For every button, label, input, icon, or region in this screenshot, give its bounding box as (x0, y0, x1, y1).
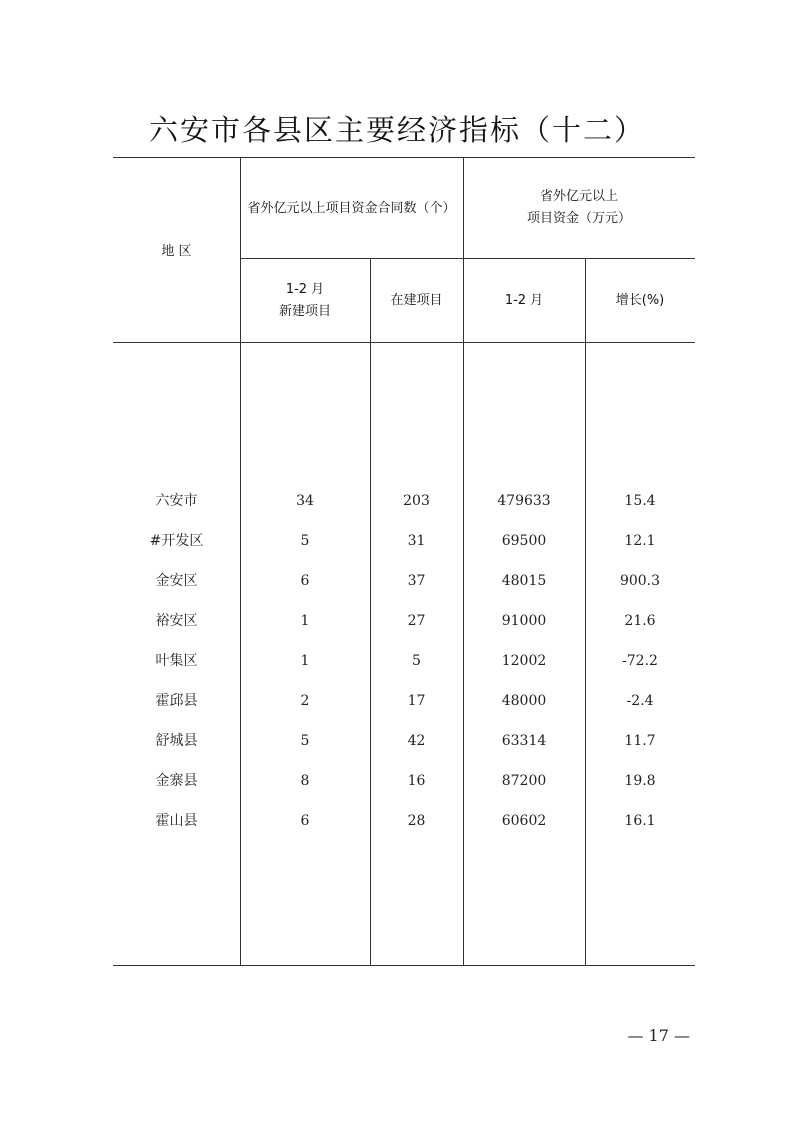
new-projects-value: 8 (300, 773, 310, 789)
column-divider (463, 157, 464, 966)
header-bottom-rule (113, 342, 695, 343)
ongoing-projects-value: 31 (407, 533, 426, 549)
funds-value: 12002 (501, 653, 547, 669)
new-projects-value: 5 (300, 733, 310, 749)
region-name: 裕安区 (155, 613, 198, 629)
funds-value: 91000 (501, 613, 547, 629)
growth-value: 11.7 (624, 733, 656, 749)
region-name: 六安市 (155, 493, 198, 509)
ongoing-projects-value: 28 (407, 813, 426, 829)
header-new-projects-line2: 新建项目 (278, 304, 331, 319)
region-name: 叶集区 (155, 653, 198, 669)
funds-value: 479633 (497, 493, 551, 509)
ongoing-projects-value: 42 (407, 733, 426, 749)
funds-value: 63314 (501, 733, 547, 749)
new-projects-value: 34 (296, 493, 314, 509)
header-funds-line1: 省外亿元以上 (539, 189, 618, 204)
region-name: 舒城县 (155, 733, 198, 749)
ongoing-projects-value: 37 (407, 573, 426, 589)
funds-value: 69500 (501, 533, 547, 549)
region-name: #开发区 (149, 533, 204, 549)
header-region: 地 区 (161, 244, 192, 259)
header-funds-group (463, 186, 695, 230)
growth-value: 21.6 (624, 613, 656, 629)
ongoing-projects-value: 5 (412, 653, 421, 669)
header-new-projects-line1: 1-2 月 (285, 282, 325, 297)
new-projects-value: 2 (300, 693, 310, 709)
funds-value: 48015 (501, 573, 547, 589)
header-funds-line2: 项目资金（万元） (526, 211, 631, 226)
ongoing-projects-value: 17 (407, 693, 426, 709)
growth-value: 15.4 (624, 493, 656, 509)
region-name: 金寨县 (155, 773, 198, 789)
page-number: — 17 — (627, 1026, 690, 1045)
funds-value: 87200 (501, 773, 547, 789)
funds-value: 48000 (501, 693, 547, 709)
new-projects-value: 5 (300, 533, 310, 549)
header-growth: 增长(%) (615, 293, 665, 308)
page-title: 六安市各县区主要经济指标（十二） (148, 113, 645, 147)
growth-value: 12.1 (624, 533, 656, 549)
growth-value: 16.1 (624, 813, 656, 829)
growth-value: -2.4 (626, 693, 654, 709)
ongoing-projects-value: 27 (407, 613, 426, 629)
header-new-projects (240, 279, 370, 323)
new-projects-value: 6 (300, 813, 310, 829)
header-mid-rule (240, 258, 695, 259)
ongoing-projects-value: 16 (407, 773, 426, 789)
growth-value: -72.2 (622, 653, 658, 669)
new-projects-value: 1 (300, 653, 310, 669)
region-name: 霍山县 (155, 813, 198, 829)
funds-value: 60602 (501, 813, 547, 829)
table-top-rule (113, 157, 695, 158)
growth-value: 19.8 (624, 773, 656, 789)
region-name: 霍邱县 (155, 693, 198, 709)
header-ongoing-projects: 在建项目 (390, 293, 443, 308)
new-projects-value: 1 (300, 613, 310, 629)
header-funds-period: 1-2 月 (504, 293, 544, 308)
region-name: 金安区 (155, 573, 198, 589)
new-projects-value: 6 (300, 573, 310, 589)
ongoing-projects-value: 203 (403, 493, 430, 509)
table-bottom-rule (113, 965, 695, 966)
growth-value: 900.3 (619, 573, 661, 589)
header-contracts-group: 省外亿元以上项目资金合同数（个） (247, 201, 456, 216)
